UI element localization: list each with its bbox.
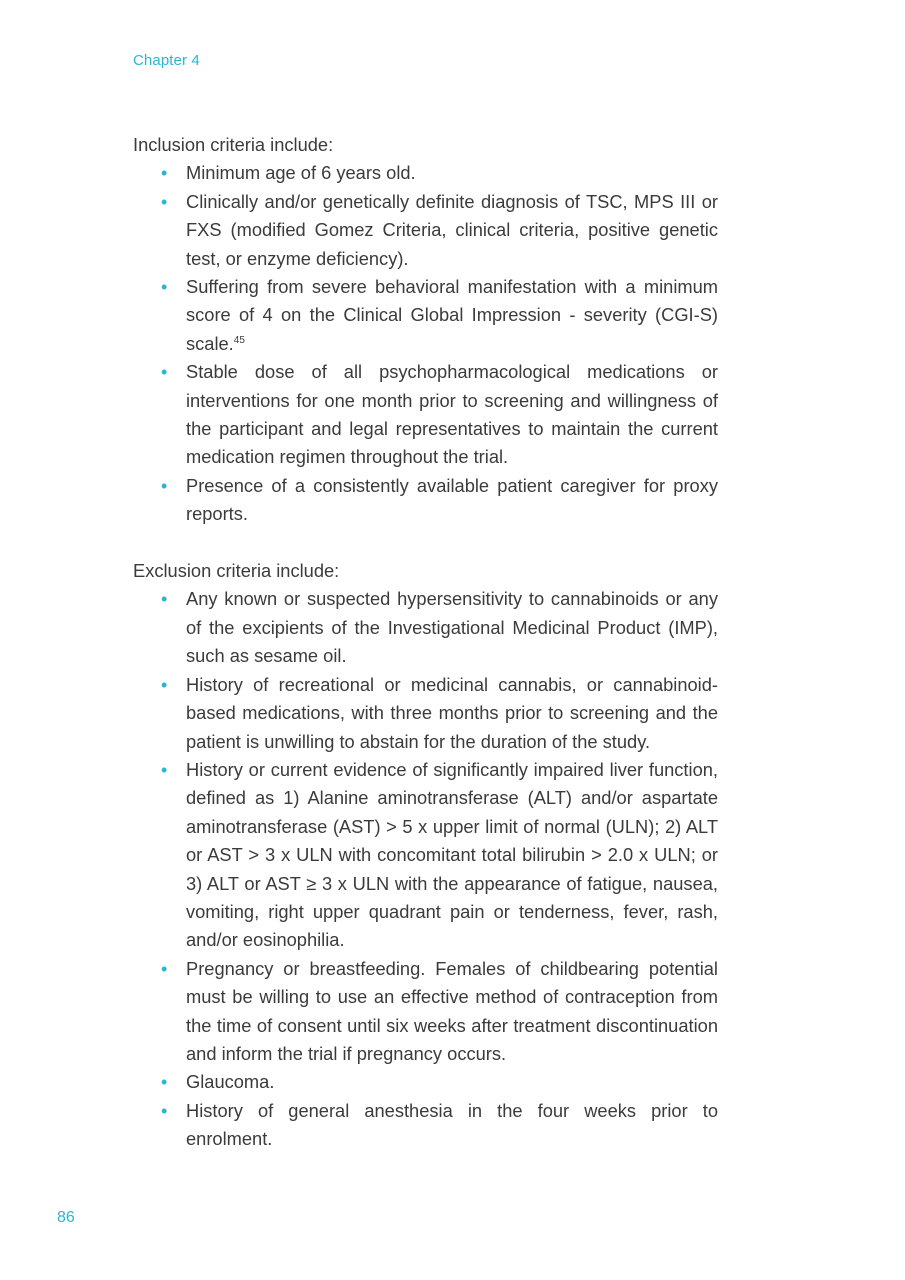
list-item (161, 671, 718, 756)
bullet-icon: • (161, 163, 168, 184)
bullet-icon: • (161, 958, 168, 979)
section-spacer (133, 529, 718, 557)
list-item-text: Minimum age of 6 years old. (186, 162, 416, 184)
list-item-text: Clinically and/or genetically definite diagnosis of TSC, MPS III or FXS (modified Gomez Criteria, clinical criteria, positive genetic test, or enzyme deficiency). (186, 190, 718, 269)
list-item-text: History of general anesthesia in the four weeks prior to enrolment. (186, 1099, 718, 1150)
list-item-text: Glaucoma. (186, 1071, 275, 1093)
list-item-text: Presence of a consistently available patient caregiver for proxy reports. (186, 474, 718, 525)
bullet-icon: • (161, 1100, 168, 1121)
list-item (161, 585, 718, 670)
bullet-icon: • (161, 277, 168, 298)
bullet-icon: • (161, 1072, 168, 1093)
reference-superscript: 45 (233, 334, 245, 346)
list-item-text: Pregnancy or breastfeeding. Females of childbearing potential must be willing to use an effective method of contraception from the time of consent until six weeks after treatment discontinuation and inform the trial if pregnancy occurs. (186, 957, 718, 1064)
chapter-header: Chapter 4 (133, 52, 200, 69)
page-content (133, 131, 718, 1154)
list-item (161, 1068, 718, 1096)
list-item (161, 472, 718, 529)
page-number: 86 (57, 1209, 75, 1226)
bullet-icon: • (161, 589, 168, 610)
list-item (161, 273, 718, 358)
bullet-icon: • (161, 674, 168, 695)
list-item-text: Stable dose of all psychopharmacological medications or interventions for one month prior to screening and willingness of the participant and legal representatives to maintain the current medication regimen throughout the trial. (186, 361, 718, 468)
list-item (161, 756, 718, 955)
list-item (161, 159, 718, 187)
bullet-icon: • (161, 362, 168, 383)
exclusion-list (133, 585, 718, 1153)
bullet-icon: • (161, 759, 168, 780)
list-item (161, 188, 718, 273)
list-item-text: Suffering from severe behavioral manifestation with a minimum score of 4 on the Clinical Global Impression - severity (CGI-S) scale. (186, 276, 718, 354)
list-item-text: History of recreational or medicinal cannabis, or cannabinoid-based medications, with three months prior to screening and the patient is unwilling to abstain for the duration of the study. (186, 673, 718, 752)
bullet-icon: • (161, 475, 168, 496)
inclusion-list (133, 159, 718, 528)
bullet-icon: • (161, 191, 168, 212)
list-item (161, 1097, 718, 1154)
exclusion-intro: Exclusion criteria include: (133, 560, 340, 582)
list-item-text: Any known or suspected hypersensitivity to cannabinoids or any of the excipients of the Investigational Medicinal Product (IMP), such as sesame oil. (186, 588, 718, 667)
list-item (161, 358, 718, 472)
inclusion-intro: Inclusion criteria include: (133, 134, 334, 155)
list-item-text: History or current evidence of significantly impaired liver function, defined as 1) Alanine aminotransferase (ALT) and/or aspartate aminotransferase (AST) > 5 x upper limit of normal (ULN); 2) ALT or AST > 3 x ULN with concomitant total bilirubin > 2.0 x ULN; or 3) ALT or AST ≥ 3 x ULN with the appearance of fatigue, nausea, vomiting, right upper quadrant pain or tenderness, fever, rash, and/or eosinophilia. (186, 758, 718, 951)
list-item (161, 955, 718, 1069)
